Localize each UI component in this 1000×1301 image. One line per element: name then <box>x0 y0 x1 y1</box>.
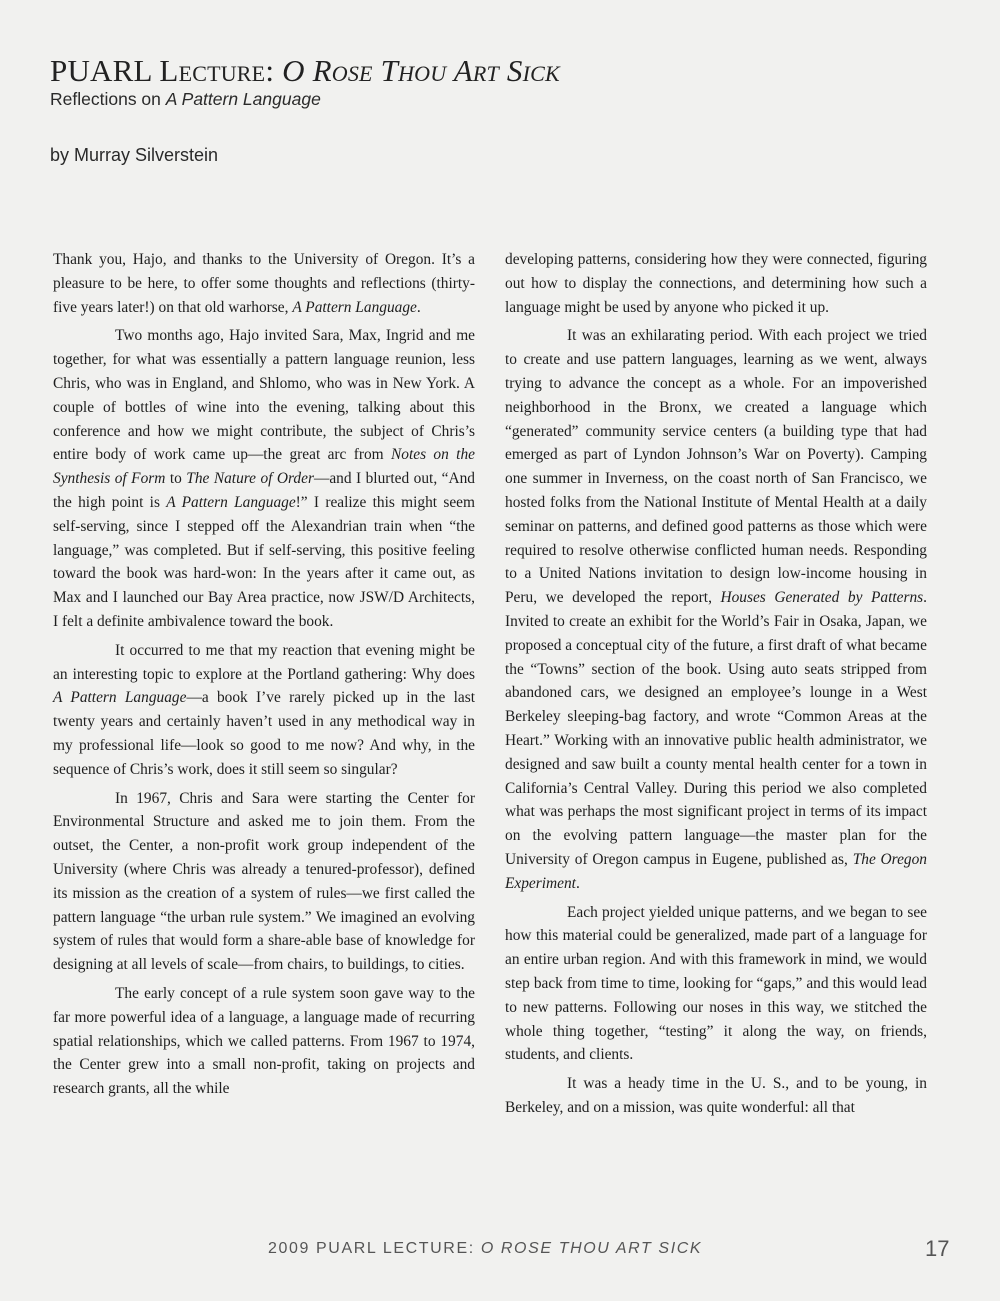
paragraph-text: It occurred to me that my reaction that evening might be an interesting topic to explore at the Portland gathering: Why does <box>53 641 475 683</box>
title-quote: O Rose Thou Art Sick <box>282 53 560 88</box>
italic-title-text: A Pattern Language <box>166 493 296 511</box>
body-column-right <box>505 248 927 1125</box>
body-paragraph <box>505 248 927 319</box>
italic-title-text: The Oregon Experiment <box>505 850 928 892</box>
body-paragraph <box>53 982 475 1101</box>
title-lead: PUARL Lecture: <box>50 53 283 88</box>
paragraph-text: It was an exhilarating period. With each project we tried to create and use pattern languages, learning as we went, always trying to advance the concept as a whole. For an impoverished neighborhood in the Bronx, we created a language which “generated” community service centers (a building type that had emerged as part of Lyndon Johnson’s War on Poverty). Camping one summer in Inverness, on the coast north of San Francisco, we hosted folks from the National Institute of Mental Health at a daily seminar on patterns, and defined good patterns as those which were required to resolve otherwise conflicted human needs. Responding to a United Nations invitation to design low-income housing in Peru, we developed the report, <box>505 327 927 607</box>
body-paragraph <box>53 787 475 977</box>
paragraph-text: Two months ago, Hajo invited Sara, Max, Ingrid and me together, for what was essentially a pattern language reunion, less Chris, who was in England, and Shlomo, who was in New York. A couple of bottles of wine into the evening, talking about this conference and how we might contribute, the subject of Chris’s entire body of work came up—the great arc from <box>53 327 475 464</box>
author-byline: by Murray Silverstein <box>50 145 219 165</box>
running-head <box>268 1240 702 1258</box>
paragraph-text: —and I blurted out, “And the high point is <box>53 470 475 511</box>
italic-title-text: A Pattern Language <box>53 689 187 707</box>
paragraph-text: Thank you, Hajo, and thanks to the University of Oregon. It’s a pleasure to be here, to offer some thoughts and reflections (thirty-five years later!) on that old warhorse, <box>53 251 475 316</box>
subtitle-book-title: A Pattern Language <box>165 89 321 109</box>
page-number: 17 <box>925 1236 950 1261</box>
italic-title-text: Houses Generated by Patterns <box>720 589 924 607</box>
paragraph-text: !” I realize this might seem self-serving, since I stepped off the Alexandrian train when “the language,” was completed. But if self-serving, this positive feeling toward the book was hard-won: In the years after it came out, as Max and I launched our Bay Area practice, now JSW/D Architects, I felt a definite ambivalence toward the book. <box>53 493 475 630</box>
paragraph-text: It was a heady time in the U. S., and to be young, in Berkeley, and on a mission, was quite wonderful: all that <box>505 1075 927 1116</box>
body-paragraph <box>53 324 475 633</box>
body-paragraph <box>505 324 927 895</box>
body-paragraph <box>53 248 475 319</box>
article-title <box>50 52 560 90</box>
italic-title-text: A Pattern Language <box>292 298 417 316</box>
paragraph-text: to <box>165 470 187 488</box>
italic-title-text: Notes on the Synthesis of Form <box>53 446 475 488</box>
paragraph-text: In 1967, Chris and Sara were starting the Center for Environmental Structure and asked me to join them. From the outset, the Center, a non-profit work group independent of the University (where Chris was already a tenured-professor), defined its mission as the creation of a system of rules—we first called the pattern language “the urban rule system.” We imagined an evolving system of rules that would form a share-able base of knowledge for designing at all levels of scale—from chairs, to buildings, to cities. <box>53 789 475 974</box>
running-head-lead: 2009 PUARL LECTURE: <box>268 1240 481 1257</box>
paragraph-text: Each project yielded unique patterns, and we began to see how this material could be generalized, made part of a language for an entire urban region. And with this framework in mind, we would step back from time to time, looking for “gaps,” and this would lead to new patterns. Following our noses in this way, we stitched the whole thing together, “testing” it along the way, on friends, students, and clients. <box>505 903 927 1064</box>
body-column-left <box>53 248 475 1106</box>
body-paragraph <box>505 1072 927 1120</box>
paragraph-text: . <box>416 298 421 316</box>
italic-title-text: The Nature of Order <box>186 470 314 488</box>
paragraph-text: The early concept of a rule system soon gave way to the far more powerful idea of a language, a language made of recurring spatial relationships, which we called patterns. From 1967 to 1974, the Center grew into a small non-profit, taking on projects and research grants, all the while <box>53 984 475 1098</box>
paragraph-text: . <box>575 874 580 892</box>
paragraph-text: developing patterns, considering how they were connected, figuring out how to display the connections, and determining how such a language might be used by anyone who picked it up. <box>505 251 927 316</box>
article-subtitle <box>50 89 321 110</box>
running-head-title: O ROSE THOU ART SICK <box>480 1240 703 1257</box>
paragraph-text: . Invited to create an exhibit for the World’s Fair in Osaka, Japan, we proposed a conceptual city of the future, a first draft of what became the “Towns” section of the book. Using auto seats stripped from abandoned cars, we designed an employee’s lounge in a West Berkeley sleeping-bag factory, and wrote “Common Areas at the Heart.” Working with an innovative public health administrator, we designed and saw built a county mental health center for a town in California’s Central Valley. During this period we also completed what was perhaps the most significant project in terms of its impact on the evolving pattern language—the master plan for the University of Oregon campus in Eugene, published as, <box>505 589 927 868</box>
subtitle-lead: Reflections on <box>50 89 166 109</box>
paragraph-text: —a book I’ve rarely picked up in the last twenty years and certainly haven’t used in any methodical way in my professional life—look so good to me now? And why, in the sequence of Chris’s work, does it still seem so singular? <box>53 689 475 778</box>
body-paragraph <box>505 901 927 1068</box>
body-paragraph <box>53 639 475 782</box>
